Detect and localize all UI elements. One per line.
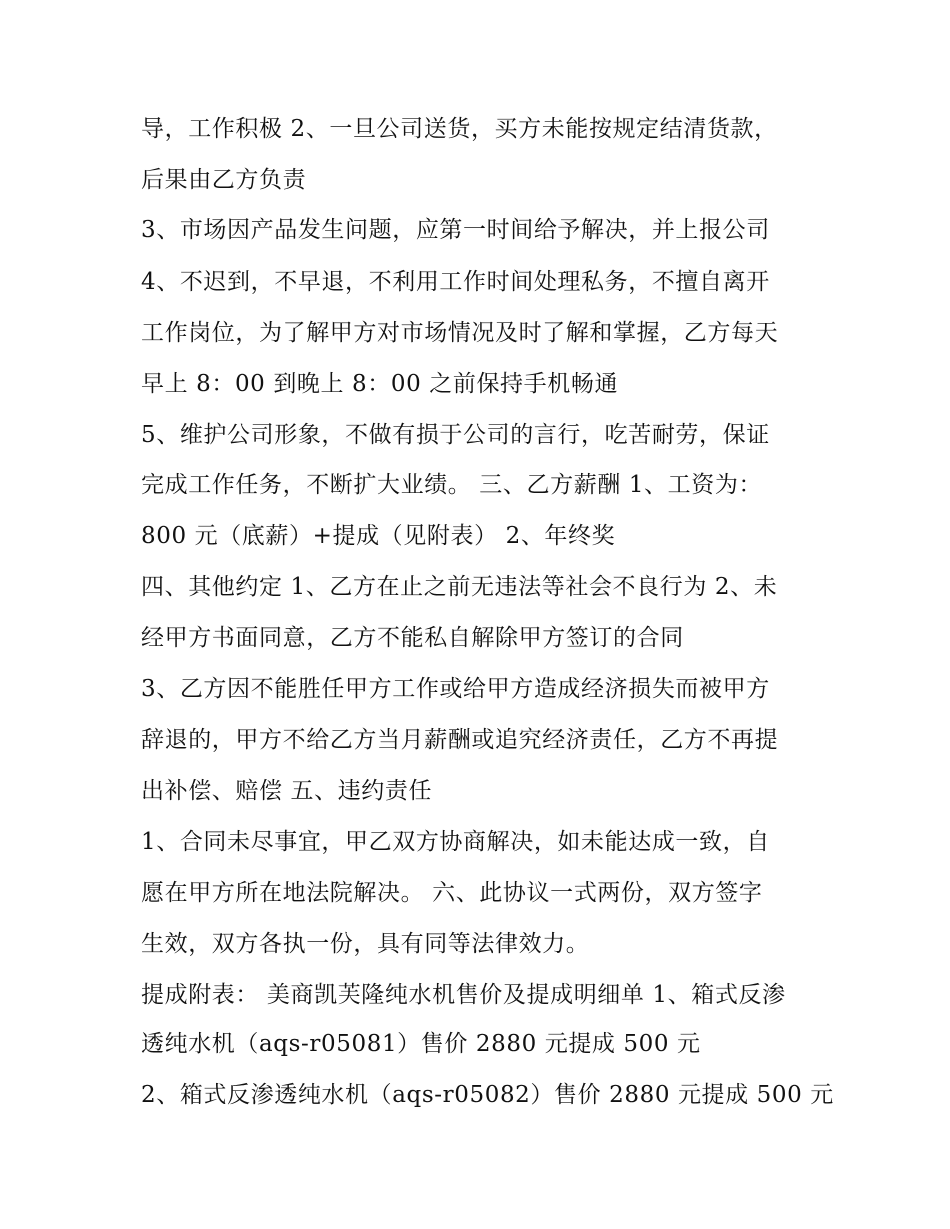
text-line: 生效，双方各执一份，具有同等法律效力。	[141, 931, 590, 957]
text-line: 出补偿、赔偿 五、违约责任	[141, 778, 433, 804]
text-line: 3、乙方因不能胜任甲方工作或给甲方造成经济损失而被甲方	[141, 676, 770, 702]
text-line: 后果由乙方负责	[141, 167, 307, 193]
text-line: 四、其他约定 1、乙方在止之前无违法等社会不良行为 2、未	[141, 574, 778, 600]
text-line: 辞退的，甲方不给乙方当月薪酬或追究经济责任，乙方不再提	[141, 727, 779, 753]
text-line: 经甲方书面同意，乙方不能私自解除甲方签订的合同	[141, 625, 684, 651]
text-line: 早上 8：00 到晚上 8：00 之前保持手机畅通	[141, 371, 619, 397]
text-line: 800 元（底薪）+提成（见附表） 2、年终奖	[141, 523, 616, 549]
text-line: 完成工作任务，不断扩大业绩。 三、乙方薪酬 1、工资为：	[141, 472, 763, 498]
text-line: 导，工作积极 2、一旦公司送货，买方未能按规定结清货款，	[141, 116, 778, 142]
text-line: 4、不迟到，不早退，不利用工作时间处理私务，不擅自离开	[141, 269, 770, 295]
text-line: 工作岗位，为了解甲方对市场情况及时了解和掌握，乙方每天	[141, 320, 779, 346]
text-line: 1、合同未尽事宜，甲乙双方协商解决，如未能达成一致，自	[141, 829, 770, 855]
text-line: 3、市场因产品发生问题，应第一时间给予解决，并上报公司	[141, 217, 770, 243]
text-line: 愿在甲方所在地法院解决。 六、此协议一式两份，双方签字	[141, 880, 763, 906]
text-line: 5、维护公司形象，不做有损于公司的言行，吃苦耐劳，保证	[141, 422, 770, 448]
text-line: 2、箱式反渗透纯水机（aqs-r05082）售价 2880 元提成 500 元	[141, 1082, 834, 1108]
text-line: 提成附表： 美商凯芙隆纯水机售价及提成明细单 1、箱式反渗	[141, 982, 786, 1008]
text-line: 透纯水机（aqs-r05081）售价 2880 元提成 500 元	[141, 1031, 701, 1057]
